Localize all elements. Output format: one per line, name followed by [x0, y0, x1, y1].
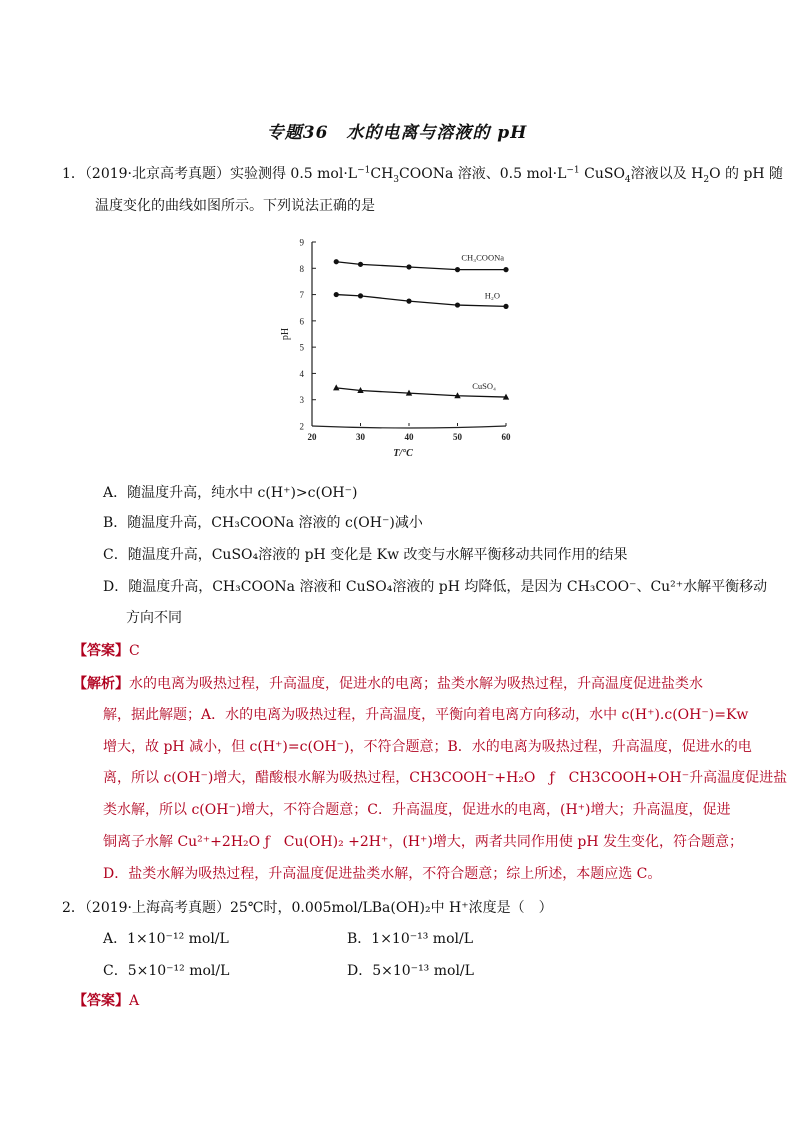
data-point — [358, 293, 363, 298]
q2-answer: 【答案】A — [73, 993, 140, 1009]
q1-stem-line1: 1．（2019·北京高考真题）实验测得 0.5 $mol\cdot L^{-1}CH_3COONa$ 溶液、0.5 $mol\cdot L^{-1}$ CuSO$_4$溶液以及 $H_2O$ 的 pH 随 — [62, 165, 784, 185]
data-point — [406, 299, 411, 304]
ph-temperature-chart — [278, 230, 528, 462]
q1-option-d-line2: 方向不同 — [126, 610, 182, 626]
q1-analysis-line4: 离，所以 c(OH⁻)增大，醋酸根水解为吸热过程，CH3COOH⁻+H₂O ƒ CH3COOH+OH⁻升高温度促进盐 — [103, 770, 788, 786]
series-0 — [334, 253, 509, 273]
q1-option-b: B．随温度升高，CH₃COONa 溶液的 c(OH⁻)减小 — [103, 515, 423, 531]
data-point — [358, 262, 363, 267]
q2-option-a: A．1×10⁻¹² mol/L — [103, 931, 229, 947]
data-point — [503, 267, 508, 272]
q1-analysis-line7: D．盐类水解为吸热过程，升高温度促进盐类水解，不符合题意；综上所述，本题应选 C。 — [103, 866, 662, 882]
q1-option-d-line1: D．随温度升高，CH₃COONa 溶液和 CuSO₄溶液的 pH 均降低，是因为 CH₃COO⁻、Cu²⁺水解平衡移动 — [103, 579, 768, 595]
y-tick-label: 3 — [299, 395, 304, 406]
x-tick-label: 50 — [453, 432, 462, 442]
page-title: 专题36 水的电离与溶液的 pH — [266, 123, 528, 143]
q1-option-a: A．随温度升高，纯水中 c(H⁺)>c(OH⁻) — [103, 485, 358, 501]
series-label: CH₃COONa — [461, 252, 504, 263]
x-tick-label: 20 — [307, 432, 317, 442]
data-point — [333, 384, 339, 390]
series-2 — [333, 381, 509, 400]
x-axis-label: T/°C — [393, 448, 413, 459]
q2-option-b: B．1×10⁻¹³ mol/L — [347, 931, 473, 947]
q1-answer: 【答案】C — [73, 643, 140, 659]
y-tick-label: 8 — [299, 263, 304, 274]
data-point — [406, 264, 411, 269]
data-point — [455, 302, 460, 307]
x-axis — [312, 426, 506, 428]
y-tick-label: 2 — [299, 421, 304, 432]
y-tick-label: 7 — [299, 290, 304, 301]
x-tick-label: 60 — [501, 432, 511, 442]
y-tick-label: 5 — [299, 342, 304, 353]
q1-analysis-line2: 解，据此解题；A．水的电离为吸热过程，升高温度，平衡向着电离方向移动，水中 c(H⁺).c(OH⁻)=Kw — [103, 707, 749, 723]
q1-option-c: C．随温度升高，CuSO₄溶液的 pH 变化是 Kw 改变与水解平衡移动共同作用的结果 — [103, 547, 628, 563]
x-tick-label: 40 — [404, 432, 414, 442]
q2-stem: 2．（2019·上海高考真题）25℃时，0.005mol/LBa(OH)₂中 H⁺浓度是（ ） — [62, 900, 553, 916]
y-tick-label: 4 — [299, 368, 304, 379]
y-tick-label: 9 — [299, 237, 304, 248]
series-label: CuSO₄ — [472, 381, 496, 392]
q1-analysis-line6: 铜离子水解 Cu²⁺+2H₂O ƒ Cu(OH)₂ +2H⁺，(H⁺)增大，两者共同作用使 pH 发生变化，符合题意； — [103, 834, 743, 850]
q1-stem-line2: 温度变化的曲线如图所示。下列说法正确的是 — [95, 198, 375, 214]
x-tick-label: 30 — [356, 432, 365, 442]
q1-analysis-line1: 【解析】水的电离为吸热过程，升高温度，促进水的电离；盐类水解为吸热过程，升高温度促进盐类水 — [73, 676, 703, 692]
data-point — [503, 304, 508, 309]
data-point — [455, 267, 460, 272]
q1-analysis-line3: 增大，故 pH 减小，但 c(H⁺)=c(OH⁻)，不符合题意；B．水的电离为吸热过程，升高温度，促进水的电 — [103, 739, 752, 755]
q2-option-c: C．5×10⁻¹² mol/L — [103, 963, 230, 979]
q1-analysis-line5: 类水解，所以 c(OH⁻)增大，不符合题意；C．升高温度，促进水的电离，(H⁺)增大；升高温度，促进 — [103, 802, 731, 818]
series-1 — [334, 290, 509, 309]
data-point — [334, 259, 339, 264]
q2-option-d: D．5×10⁻¹³ mol/L — [347, 963, 474, 979]
series-label: H₂O — [484, 290, 500, 301]
data-point — [334, 292, 339, 297]
y-axis-label: pH — [280, 327, 291, 341]
y-tick-label: 6 — [299, 316, 304, 327]
